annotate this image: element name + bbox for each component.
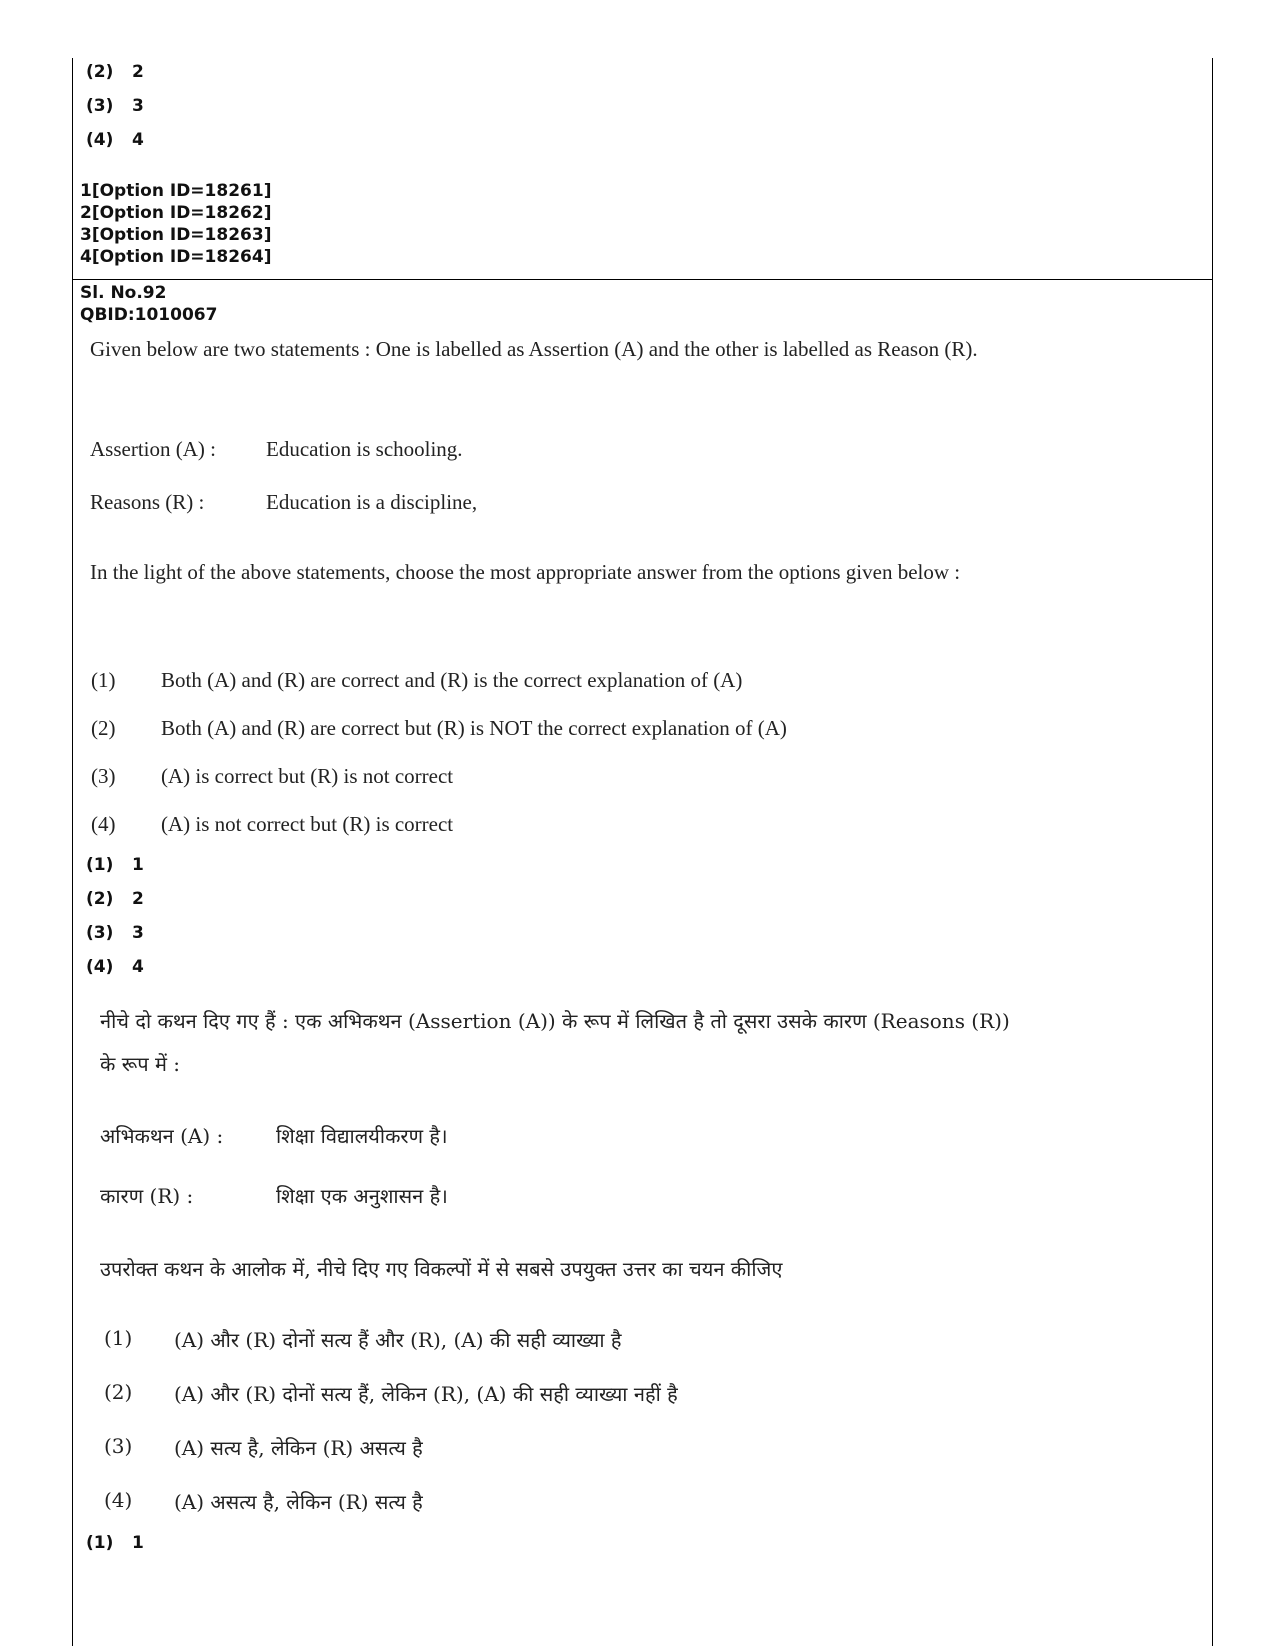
reason-text: Education is a discipline,	[266, 490, 478, 514]
reason-label: Reasons (R) :	[90, 490, 205, 514]
option-number: (2)	[86, 889, 114, 909]
option-id: 2[Option ID=18262]	[80, 203, 272, 223]
serial-number: Sl. No.92	[80, 283, 167, 303]
question-intro-hindi: नीचे दो कथन दिए गए हैं : एक अभिकथन (Assertion (A)) के रूप में लिखित है तो दूसरा उसके कारण (Reasons (R)) के रूप में :	[100, 1009, 1010, 1076]
choice-number: (1)	[104, 1326, 133, 1350]
choice-number: (2)	[104, 1380, 133, 1404]
choice-text: Both (A) and (R) are correct and (R) is the correct explanation of (A)	[161, 668, 743, 692]
choice-number: (1)	[91, 668, 116, 692]
option-row	[0, 1533, 300, 1557]
choice-text: (A) is not correct but (R) is correct	[161, 812, 454, 836]
choice-text-hindi: (A) और (R) दोनों सत्य हैं और (R), (A) की सही व्याख्या है	[174, 1328, 622, 1352]
option-number: (3)	[86, 923, 114, 943]
option-row	[0, 62, 300, 86]
question-bank-id: QBID:1010067	[80, 305, 218, 325]
option-row	[0, 96, 300, 120]
choice-text-hindi: (A) असत्य है, लेकिन (R) सत्य है	[174, 1490, 423, 1514]
assertion-text: Education is schooling.	[266, 437, 463, 461]
assertion-text-hindi: शिक्षा विद्यालयीकरण है।	[276, 1124, 448, 1148]
option-row	[0, 923, 300, 947]
option-value: 2	[132, 889, 144, 909]
question-intro: Given below are two statements : One is labelled as Assertion (A) and the other is labelled as Reason (R).	[90, 337, 978, 361]
assertion-label-hindi: अभिकथन (A) :	[100, 1124, 224, 1148]
choice-number: (3)	[91, 764, 116, 788]
choice-number: (4)	[104, 1488, 133, 1512]
option-value: 1	[132, 1533, 144, 1553]
assertion-label: Assertion (A) :	[90, 437, 216, 461]
choice-number: (4)	[91, 812, 116, 836]
option-id: 1[Option ID=18261]	[80, 181, 272, 201]
option-value: 3	[132, 96, 144, 116]
choice-text: (A) is correct but (R) is not correct	[161, 764, 454, 788]
option-row	[0, 889, 300, 913]
question-divider	[72, 279, 1213, 280]
question-instruction: In the light of the above statements, choose the most appropriate answer from the options given below :	[90, 560, 961, 584]
option-value: 2	[132, 62, 144, 82]
option-value: 3	[132, 923, 144, 943]
page-border-right	[1212, 58, 1213, 1646]
choice-number: (3)	[104, 1434, 133, 1458]
option-row	[0, 130, 300, 154]
option-row	[0, 957, 300, 981]
option-number: (3)	[86, 96, 114, 116]
option-number: (1)	[86, 855, 114, 875]
option-value: 4	[132, 957, 144, 977]
option-id: 3[Option ID=18263]	[80, 225, 272, 245]
option-row	[0, 855, 300, 879]
choice-number: (2)	[91, 716, 116, 740]
option-number: (4)	[86, 130, 114, 150]
option-number: (4)	[86, 957, 114, 977]
reason-text-hindi: शिक्षा एक अनुशासन है।	[276, 1184, 448, 1208]
question-instruction-hindi: उपरोक्त कथन के आलोक में, नीचे दिए गए विकल्पों में से सबसे उपयुक्त उत्तर का चयन कीजिए	[100, 1257, 783, 1281]
option-value: 1	[132, 855, 144, 875]
choice-text-hindi: (A) सत्य है, लेकिन (R) असत्य है	[174, 1436, 423, 1460]
option-number: (2)	[86, 62, 114, 82]
choice-text-hindi: (A) और (R) दोनों सत्य हैं, लेकिन (R), (A) की सही व्याख्या नहीं है	[174, 1382, 678, 1406]
choice-text: Both (A) and (R) are correct but (R) is NOT the correct explanation of (A)	[161, 716, 787, 740]
option-number: (1)	[86, 1533, 114, 1553]
option-value: 4	[132, 130, 144, 150]
option-id: 4[Option ID=18264]	[80, 247, 272, 267]
page-border-left	[72, 58, 73, 1646]
reason-label-hindi: कारण (R) :	[100, 1184, 194, 1208]
